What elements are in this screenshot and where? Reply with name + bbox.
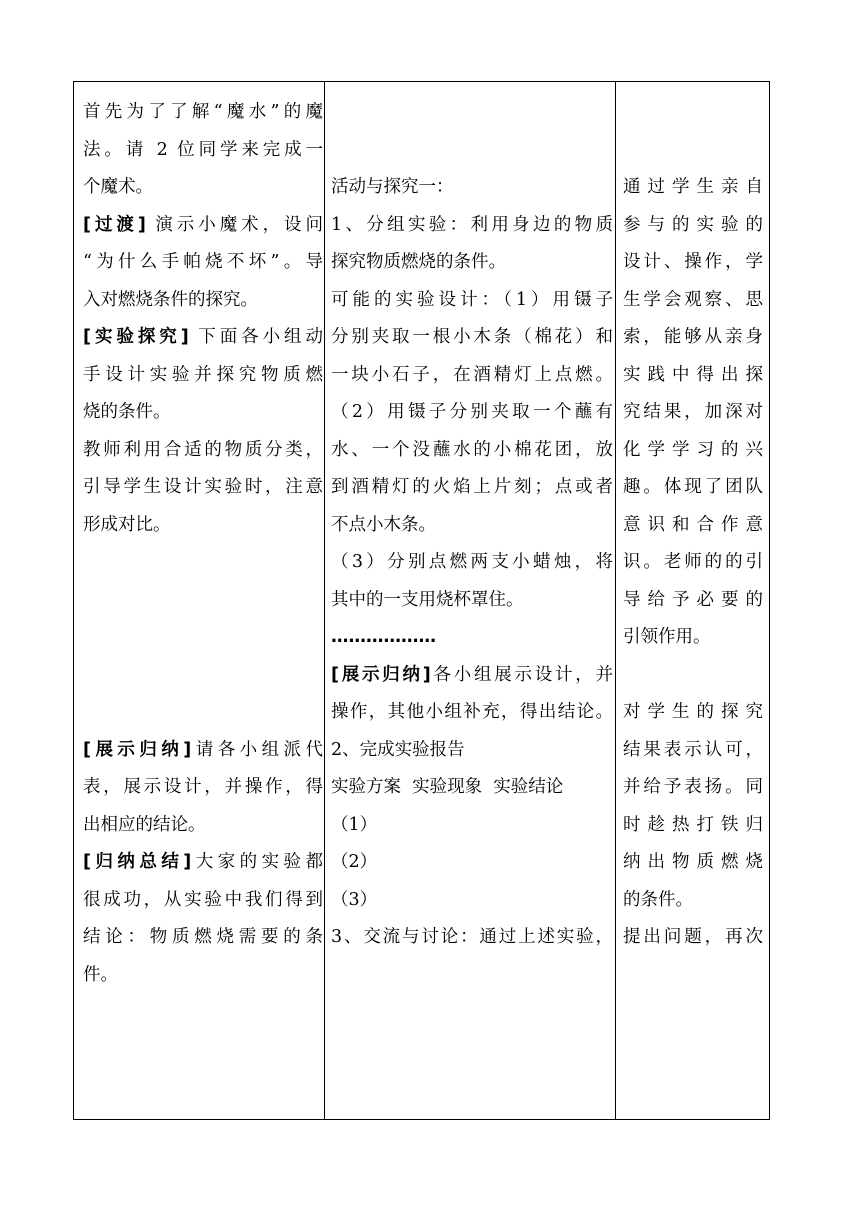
text-line: 1、分组实验：利用身边的物质: [331, 214, 613, 235]
ellipsis-line: ………………: [331, 627, 436, 647]
text-line: 究结果，加深对: [623, 402, 763, 422]
text-line: [83, 844, 323, 882]
text-line: 手设计实验并探究物质燃: [83, 364, 323, 385]
text-line: 设计、操作，学: [623, 252, 763, 272]
column-divider: [324, 82, 325, 1119]
text-line: （3）分别点燃两支小蜡烛，将: [331, 552, 613, 572]
text-line: 件。: [83, 964, 118, 985]
section-tag: [展示归纳]: [331, 664, 431, 685]
section-tag: [归纳总结]: [83, 852, 192, 872]
text-line: [83, 732, 323, 770]
text-line: 化学学习的兴: [623, 439, 763, 460]
text-line: 其中的一支用烧杯罩住。: [331, 589, 524, 610]
text-line: 导给予必要的: [623, 589, 763, 610]
report-item: （3）: [331, 889, 378, 910]
text-line: 提出问题，再次: [623, 927, 763, 947]
text-span: 下面各小组动: [188, 327, 324, 347]
text-line: 通过学生亲自: [623, 177, 763, 197]
text-line: （2）用镊子分别夹取一个蘸有: [331, 402, 613, 422]
student-activity-column: [331, 94, 613, 957]
text-line: 结果表示认可，: [623, 739, 763, 760]
column-divider: [615, 82, 616, 1119]
text-line: 教师利用合适的物质分类，: [83, 439, 323, 460]
text-line: 法。请 2 位同学来完成一: [83, 139, 323, 160]
text-line: 可能的实验设计：（1）用镊子: [331, 289, 613, 310]
text-line: 不点小木条。: [331, 514, 436, 535]
text-line: 水、一个没蘸水的小棉花团，放: [331, 439, 613, 460]
text-line: 趣。体现了团队: [623, 477, 763, 497]
text-line: 探究物质燃烧的条件。: [331, 252, 506, 272]
section-tag: [过渡]: [83, 214, 146, 235]
text-span: 大家的实验都: [191, 852, 324, 872]
text-line: 引领作用。: [623, 627, 711, 647]
report-columns: 实验方案 实验现象 实验结论: [331, 777, 564, 797]
text-line: 识。老师的的引: [623, 552, 763, 572]
text-line: 结论：物质燃烧需要的条: [83, 927, 323, 947]
text-line: 操作，其他小组补充，得出结论。: [331, 702, 613, 722]
report-item: （2）: [331, 852, 378, 872]
text-line: 首先为了了解“魔水”的魔: [83, 102, 323, 122]
text-line: [83, 319, 323, 357]
activity-heading: 活动与探究一：: [331, 177, 454, 197]
text-span: 演示小魔术，设问: [145, 214, 323, 235]
lesson-plan-table: [73, 81, 770, 1120]
section-tag: [展示归纳]: [83, 739, 192, 760]
text-line: 对学生的探究: [623, 702, 763, 722]
text-line: 时趁热打铁归: [623, 814, 763, 835]
text-line: 个魔术。: [83, 177, 153, 197]
section-tag: [实验探究]: [83, 327, 189, 347]
text-line: 并给予表扬。同: [623, 777, 763, 797]
text-line: 到酒精灯的火焰上片刻；点或者: [331, 477, 613, 497]
text-line: 很成功，从实验中我们得到: [83, 889, 323, 910]
text-line: 索，能够从亲身: [623, 327, 763, 347]
teacher-activity-column: [83, 94, 323, 994]
text-span: 各小组展示设计，并: [430, 664, 613, 685]
text-line: 2、完成实验报告: [331, 739, 465, 760]
text-line: 意识和合作意: [623, 514, 763, 535]
text-line: 引导学生设计实验时，注意: [83, 477, 323, 497]
text-line: 实践中得出探: [623, 364, 763, 385]
report-item: （1）: [331, 814, 378, 835]
text-line: “为什么手帕烧不坏”。导: [83, 252, 323, 272]
text-line: 参与的实验的: [623, 214, 763, 235]
text-line: 的条件。: [623, 889, 693, 910]
text-line: [83, 207, 323, 245]
text-line: 形成对比。: [83, 514, 171, 535]
text-line: 3、交流与讨论：通过上述实验，: [331, 927, 613, 947]
text-line: [331, 657, 613, 695]
text-line: 纳出物质燃烧: [623, 852, 763, 872]
text-line: 出相应的结论。: [83, 814, 206, 835]
text-line: 表，展示设计，并操作，得: [83, 777, 323, 797]
text-line: 一块小石子，在酒精灯上点燃。: [331, 364, 613, 385]
text-span: 请各小组派代: [191, 739, 324, 760]
text-line: 生学会观察、思: [623, 289, 763, 310]
text-line: 分别夹取一根小木条（棉花）和: [331, 327, 613, 347]
text-line: 入对燃烧条件的探究。: [83, 289, 258, 310]
text-line: 烧的条件。: [83, 402, 171, 422]
design-intent-column: [623, 94, 763, 957]
